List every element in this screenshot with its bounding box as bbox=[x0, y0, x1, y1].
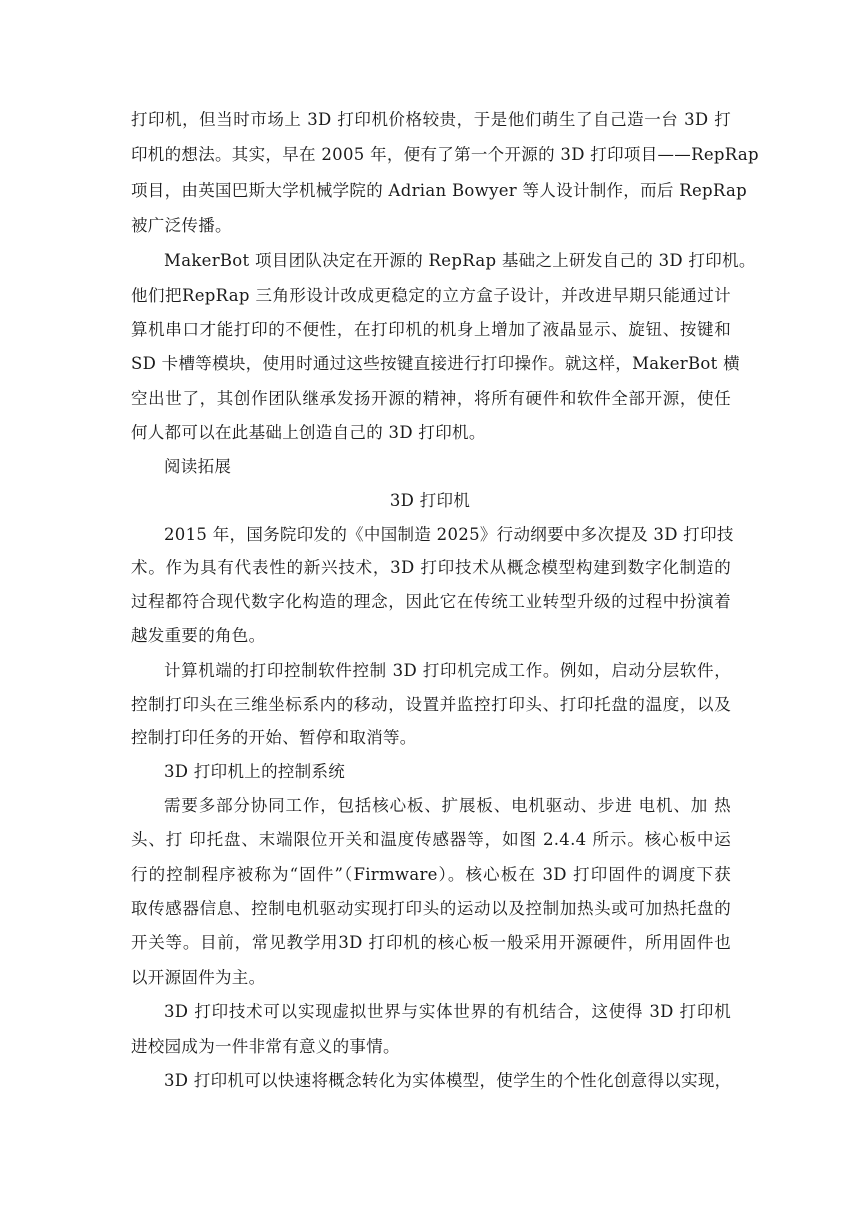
paragraph-line: MakerBot 项目团队决定在开源的 RepRap 基础之上研发自己的 3D 打印机。 bbox=[164, 251, 756, 270]
paragraph-line: 开关等。目前，常见教学用3D 打印机的核心板一般采用开源硬件，所用固件也 bbox=[131, 933, 731, 952]
paragraph-line: SD 卡槽等模块，使用时通过这些按键直接进行打印操作。就这样，MakerBot 横 bbox=[131, 354, 740, 373]
paragraph-line: 印机的想法。其实，早在 2005 年，便有了第一个开源的 3D 打印项目——RepRap bbox=[131, 145, 759, 164]
paragraph-line: 术。作为具有代表性的新兴技术，3D 打印技术从概念模型构建到数字化制造的 bbox=[131, 558, 731, 577]
paragraph-line: 3D 打印技术可以实现虚拟世界与实体世界的有机结合，这使得 3D 打印机 bbox=[164, 1002, 731, 1021]
paragraph-line: 算机串口才能打印的不便性，在打印机的机身上增加了液晶显示、旋钮、按键和 bbox=[131, 320, 731, 339]
paragraph-line: 控制打印任务的开始、暂停和取消等。 bbox=[131, 728, 417, 747]
paragraph-line: 空出世了，其创作团队继承发扬开源的精神，将所有硬件和软件全部开源，使任 bbox=[131, 389, 731, 408]
paragraph-line: 越发重要的角色。 bbox=[131, 626, 266, 645]
paragraph-line: 打印机，但当时市场上 3D 打印机价格较贵，于是他们萌生了自己造一台 3D 打 bbox=[131, 110, 731, 129]
paragraph-line: 他们把RepRap 三角形设计改成更稳定的立方盒子设计，并改进早期只能通过计 bbox=[131, 286, 731, 305]
paragraph-line: 取传感器信息、控制电机驱动实现打印头的运动以及控制加热头或可加热托盘的 bbox=[131, 899, 731, 918]
section-heading: 阅读拓展 bbox=[164, 457, 232, 476]
paragraph-line: 被广泛传播。 bbox=[131, 216, 232, 235]
paragraph-line: 进校园成为一件非常有意义的事情。 bbox=[131, 1037, 400, 1056]
paragraph-line: 过程都符合现代数字化构造的理念，因此它在传统工业转型升级的过程中扮演着 bbox=[131, 592, 731, 611]
paragraph-line: 需要多部分协同工作，包括核心板、扩展板、电机驱动、步进 电机、加 热 bbox=[164, 796, 731, 815]
paragraph-line: 行的控制程序被称为“固件”（Firmware）。核心板在 3D 打印固件的调度下获 bbox=[131, 865, 731, 884]
paragraph-line: 何人都可以在此基础上创造自己的 3D 打印机。 bbox=[131, 423, 486, 442]
paragraph-line: 头、打 印托盘、末端限位开关和温度传感器等，如图 2.4.4 所示。核心板中运 bbox=[131, 830, 731, 849]
paragraph-line: 计算机端的打印控制软件控制 3D 打印机完成工作。例如，启动分层软件， bbox=[164, 661, 731, 680]
paragraph-line: 以开源固件为主。 bbox=[131, 968, 266, 987]
section-heading: 3D 打印机上的控制系统 bbox=[164, 762, 346, 781]
paragraph-line: 控制打印头在三维坐标系内的移动，设置并监控打印头、打印托盘的温度，以及 bbox=[131, 695, 731, 714]
paragraph-line: 2015 年，国务院印发的《中国制造 2025》行动纲要中多次提及 3D 打印技 bbox=[164, 525, 734, 544]
section-title: 3D 打印机 bbox=[389, 491, 471, 510]
paragraph-line: 3D 打印机可以快速将概念转化为实体模型，使学生的个性化创意得以实现， bbox=[164, 1071, 732, 1090]
paragraph-line: 项目，由英国巴斯大学机械学院的 Adrian Bowyer 等人设计制作，而后 RepRap bbox=[131, 181, 747, 200]
